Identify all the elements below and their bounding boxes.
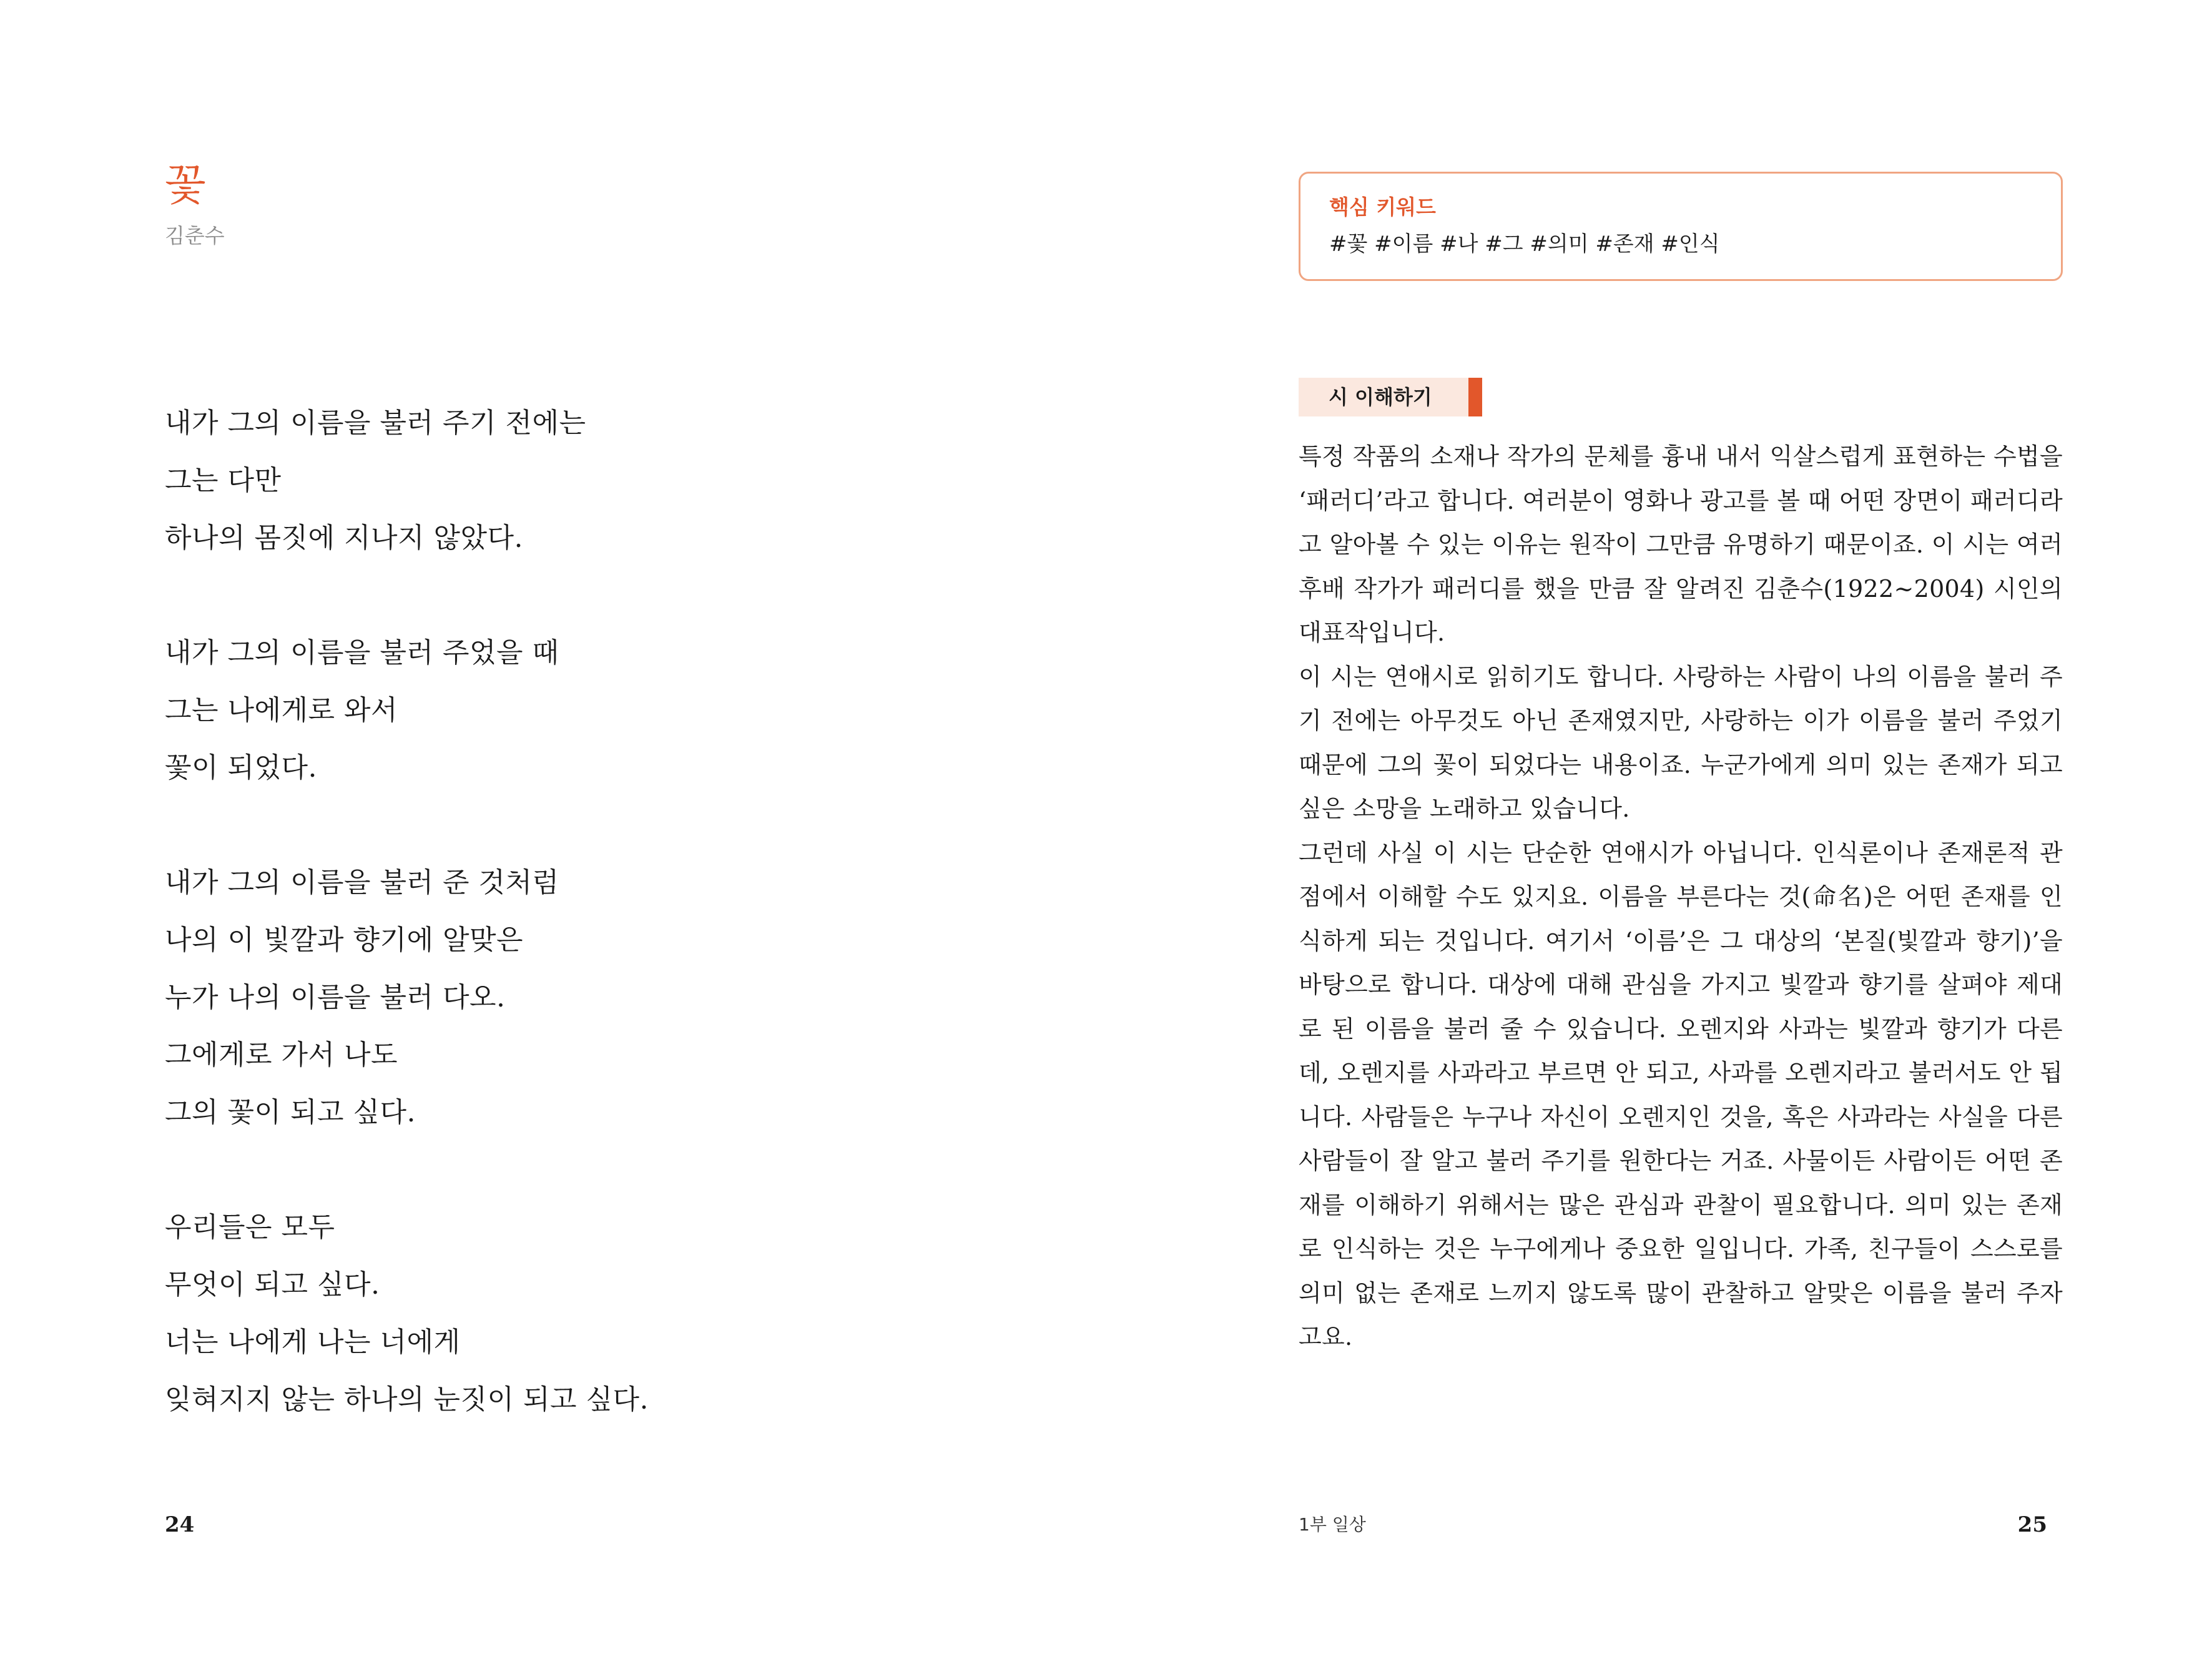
- keyword-box: [1299, 172, 2063, 281]
- poem-line: 그에게로 가서 나도: [165, 1039, 398, 1071]
- poem-stanza-2: [165, 624, 649, 797]
- poem-body: [165, 395, 649, 1486]
- poem-stanza-1: [165, 395, 649, 567]
- poem-stanza-4: [165, 1199, 649, 1429]
- poem-line: 내가 그의 이름을 불러 주었을 때: [165, 637, 559, 669]
- poem-line: 누가 나의 이름을 불러 다오.: [165, 982, 506, 1013]
- page-number-right: 25: [2017, 1512, 2047, 1537]
- poem-line: 너는 나에게 나는 너에게: [165, 1326, 461, 1358]
- commentary-paragraph-2: 이 시는 연애시로 읽히기도 합니다. 사랑하는 사람이 나의 이름을 불러 주기 전에는 아무것도 아닌 존재였지만, 사랑하는 이가 이름을 불러 주었기 때문에 그의 꽃이 되었다는 내용이죠. 누군가에게 의미 있는 존재가 되고 싶은 소망을 노래하고 있습니다.: [1299, 662, 2063, 822]
- poem-line: 그는 다만: [165, 465, 282, 496]
- keyword-list: #꽃 #이름 #나 #그 #의미 #존재 #인식: [1329, 232, 1720, 257]
- section-label: 시 이해하기: [1299, 378, 1482, 416]
- right-page: [1106, 0, 2212, 1659]
- running-footer: 1부 일상: [1299, 1514, 1366, 1535]
- poem-stanza-3: [165, 854, 649, 1141]
- page-number-left: 24: [165, 1512, 195, 1537]
- poem-line: 잊혀지지 않는 하나의 눈짓이 되고 싶다.: [165, 1384, 649, 1415]
- poem-title: 꽃: [165, 161, 206, 210]
- poem-line: 무엇이 되고 싶다.: [165, 1269, 380, 1301]
- keyword-heading: 핵심 키워드: [1329, 195, 1436, 219]
- poem-line: 우리들은 모두: [165, 1211, 335, 1243]
- poem-author: 김춘수: [165, 224, 225, 248]
- poem-line: 하나의 몸짓에 지나지 않았다.: [165, 522, 523, 554]
- commentary-paragraph-3: 그런데 사실 이 시는 단순한 연애시가 아닙니다. 인식론이나 존재론적 관점에서 이해할 수도 있지요. 이름을 부른다는 것(命名)은 어떤 존재를 인식하게 되는 것입니다. 여기서 ‘이름’은 그 대상의 ‘본질(빛깔과 향기)’을 바탕으로 합니다. 대상에 대해 관심을 가지고 빛깔과 향기를 살펴야 제대로 된 이름을 불러 줄 수 있습니다. 오렌지와 사과는 빛깔과 향기가 다른데, 오렌지를 사과라고 부르면 안 되고, 사과를 오렌지라고 불러서도 안 됩니다. 사람들은 누구나 자신이 오렌지인 것을, 혹은 사과라는 사실을 다른 사람들이 잘 알고 불러 주기를 원한다는 거죠. 사물이든 사람이든 어떤 존재를 이해하기 위해서는 많은 관심과 관찰이 필요합니다. 의미 있는 존재로 인식하는 것은 누구에게나 중요한 일입니다. 가족, 친구들이 스스로를 의미 없는 존재로 느끼지 않도록 많이 관찰하고 알맞은 이름을 불러 주자고요.: [1299, 839, 2063, 1351]
- poem-line: 꽃이 되었다.: [165, 752, 317, 784]
- poem-line: 내가 그의 이름을 불러 준 것처럼: [165, 867, 559, 898]
- poem-line: 그는 나에게로 와서: [165, 694, 398, 726]
- poem-line: 내가 그의 이름을 불러 주기 전에는: [165, 407, 586, 439]
- poem-line: 나의 이 빛깔과 향기에 알맞은: [165, 924, 523, 956]
- commentary-paragraph-1: 특정 작품의 소재나 작가의 문체를 흉내 내서 익살스럽게 표현하는 수법을 ‘패러디’라고 합니다. 여러분이 영화나 광고를 볼 때 어떤 장면이 패러디라고 알아볼 수 있는 이유는 원작이 그만큼 유명하기 때문이죠. 이 시는 여러 후배 작가가 패러디를 했을 만큼 잘 알려진 김춘수(1922~2004) 시인의 대표작입니다.: [1299, 443, 2063, 646]
- poem-line: 그의 꽃이 되고 싶다.: [165, 1096, 416, 1128]
- commentary-text: [1299, 435, 2063, 1359]
